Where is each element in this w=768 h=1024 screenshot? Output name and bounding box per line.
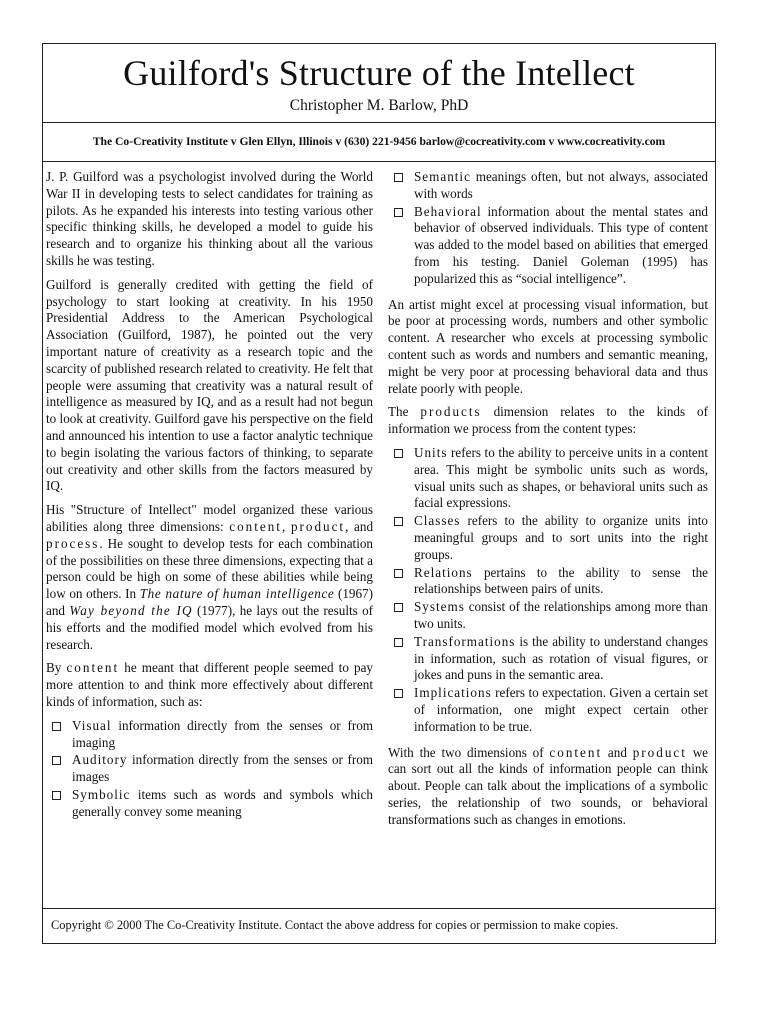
document-frame: [42, 43, 716, 944]
checkbox-icon: [394, 517, 403, 526]
paragraph: Guilford is generally credited with getting the field of psychology to start looking at creativity. In his 1950 Presidential Address to the American Psychological Association (Guilford, 1987), he pointed out the very important nature of creativity as a research topic and the scarcity of published research related to creativity. He felt that people were assuming that creativity was a natural result of intelligence as measured by IQ, and as a result had not begun to look at creativity. Guilford gave his perspective on the field and announced his intention to use a factor analytic technique to begin isolating the various factors of thinking, to separate out creativity and other skills from the factors measured by IQ.: [46, 276, 373, 494]
checkbox-icon: [394, 173, 403, 182]
checkbox-icon: [394, 689, 403, 698]
checkbox-icon: [52, 722, 61, 731]
checkbox-icon: [394, 603, 403, 612]
checkbox-icon: [394, 208, 403, 217]
copyright-notice: Copyright © 2000 The Co-Creativity Institute. Contact the above address for copies or permission to make copies.: [43, 908, 715, 943]
title-block: [43, 44, 715, 123]
list-item: Relations pertains to the ability to sense the relationships between pairs of units.: [388, 565, 708, 599]
checkbox-icon: [394, 569, 403, 578]
list-item: Units refers to the ability to perceive units in a content area. This might be symbolic units such as words, visual units such as shapes, or behavioral units such as facial expressions.: [388, 445, 708, 512]
list-item: Symbolic items such as words and symbols which generally convey some meaning: [46, 787, 373, 821]
list-item: Transformations is the ability to understand changes in information, such as rotation of visual figures, or jokes and puns in the semantic area.: [388, 634, 708, 684]
list-item: Implications refers to expectation. Given a certain set of information, one might expect certain other information to be true.: [388, 685, 708, 735]
page-title: Guilford's Structure of the Intellect: [123, 53, 635, 93]
checkbox-icon: [52, 791, 61, 800]
author-name: Christopher M. Barlow, PhD: [289, 97, 469, 114]
contact-line: The Co-Creativity Institute v Glen Ellyn, Illinois v (630) 221-9456 barlow@cocreativity.com v www.cocreativity.com: [43, 123, 715, 162]
paragraph: An artist might excel at processing visual information, but be poor at processing words, numbers and other symbolic content. A researcher who excels at processing symbolic content such as words and numbers and semantic meaning, might be very poor at processing behavioral data and thus relate poorly with people.: [388, 296, 708, 396]
right-column: [388, 169, 708, 835]
content-type-list: [46, 718, 373, 821]
paragraph: J. P. Guilford was a psychologist involved during the World War II in developing tests to select candidates for training as pilots. As he expanded his interests into testing various other specific thinking skills, he developed a model to guide his research and to organize his thinking about all the various skills he was testing.: [46, 169, 373, 268]
left-column: [46, 169, 373, 829]
list-item: Auditory information directly from the senses or from images: [46, 752, 373, 786]
checkbox-icon: [52, 756, 61, 765]
product-type-list: [388, 445, 708, 736]
list-item: Behavioral information about the mental states and behavior of observed individuals. This type of content was added to the model based on abilities that emerged from his testing. Daniel Goleman (1995) has popularized this as “social intelligence”.: [388, 204, 708, 288]
paragraph: The products dimension relates to the kinds of information we process from the content types:: [388, 404, 708, 437]
checkbox-icon: [394, 449, 403, 458]
list-item: Classes refers to the ability to organize units into meaningful groups and to sort units into the right groups.: [388, 513, 708, 563]
list-item: Systems consist of the relationships among more than two units.: [388, 599, 708, 633]
list-item: Visual information directly from the senses or from imaging: [46, 718, 373, 752]
content-type-list-continued: [388, 169, 708, 288]
paragraph: By content he meant that different people seemed to pay more attention to and think more effectively about different kinds of information, such as:: [46, 660, 373, 709]
list-item: Semantic meanings often, but not always, associated with words: [388, 169, 708, 203]
paragraph: His "Structure of Intellect" model organized these various abilities along three dimensions: content, product, and process. He sought to develop tests for each combination of the possibilities on these three dimensions, expecting that a person could be high on some of these abilities while being low on others. In The nature of human intelligence (1967) and Way beyond the IQ (1977), he lays out the results of his efforts and the modified model which evolved from his research.: [46, 502, 374, 652]
checkbox-icon: [394, 638, 403, 647]
paragraph: With the two dimensions of content and product we can sort out all the kinds of information people can think about. People can talk about the implications of a symbolic series, the relationship of two sounds, or behavioral transformations such as changes in emotions.: [388, 744, 709, 827]
